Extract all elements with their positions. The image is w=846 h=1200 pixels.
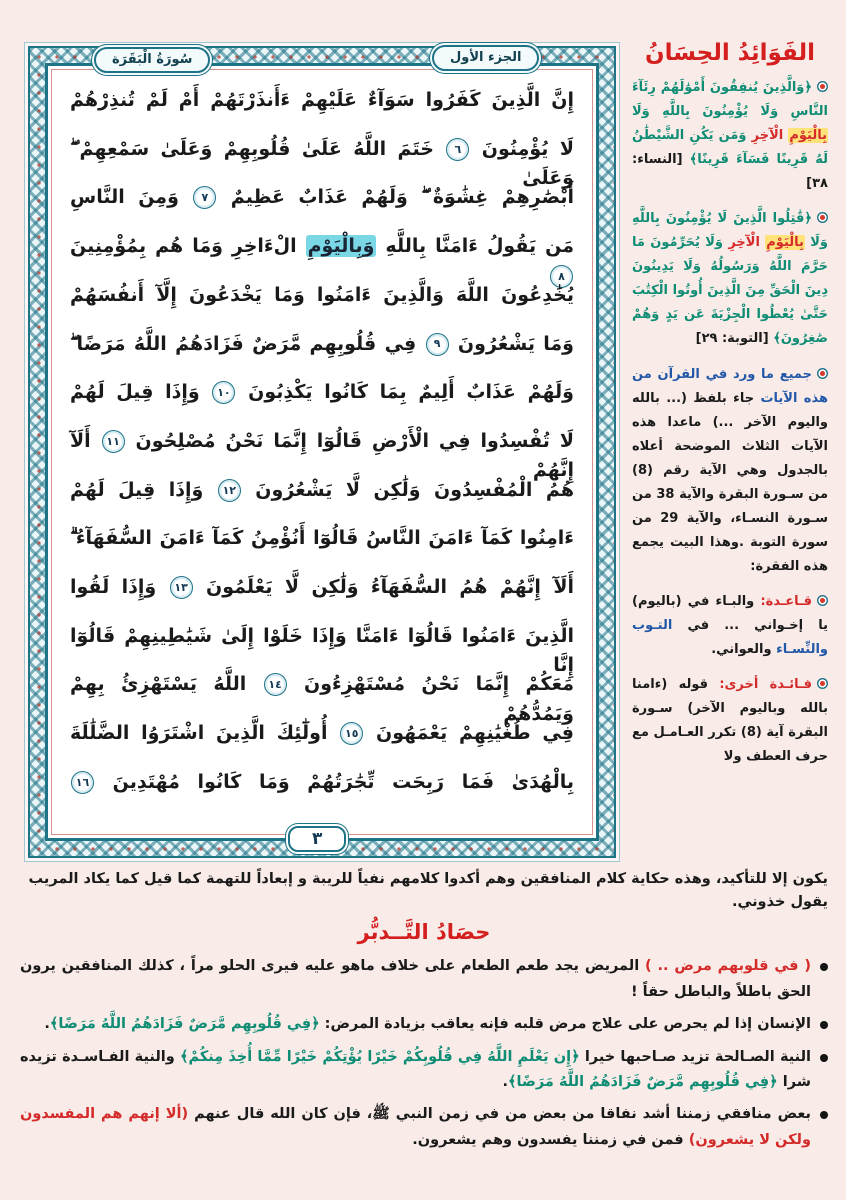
bullet-text <box>20 954 811 1005</box>
bullet-text <box>44 1012 811 1037</box>
text-segment: النية الصـالحة تزيد صـاحبها خيرا <box>579 1048 811 1065</box>
quran-line <box>70 476 574 508</box>
ayah-number-marker: ١١ <box>102 430 125 453</box>
bullet-icon <box>820 1111 828 1119</box>
quran-line <box>70 86 574 118</box>
ornament-icon <box>817 368 828 379</box>
text-segment: ( في قلوبهم مرض .. ) <box>645 958 811 975</box>
text-segment: الْآخِرِ <box>728 235 766 251</box>
quran-line <box>70 670 574 725</box>
text-segment: هُمُ الْمُفْسِدُونَ وَلَٰكِن لَّا يَشْعُرُونَ <box>241 478 574 501</box>
quran-line <box>70 281 574 313</box>
text-segment: لَا يُؤْمِنُونَ <box>470 137 575 160</box>
surah-name-tab <box>94 47 210 73</box>
text-segment: فِي طُغْيَٰنِهِمْ يَعْمَهُونَ <box>364 722 574 745</box>
text-segment: وَلَا يُحَرِّمُونَ مَا حَرَّمَ اللَّهُ وَرَسُولُهُ وَلَا يَدِينُونَ دِينَ الْحَقِّ مِنَ الَّذِينَ أُوتُوا الْكِتَٰبَ حَتَّىٰ يُعْطُوا الْجِزْيَةَ عَن يَدٍ وَهُمْ صَٰغِرُونَ﴾ <box>632 235 828 347</box>
continuation-line: يكون إلا للتأكيد، وهذه حكاية كلام المنافقين وهم أكدوا كلامهم نفياً للريبة و إبعاداً للتهمة كما قيل كما يكاد المريب يقول خذوني. <box>28 871 828 911</box>
quran-line <box>70 622 574 677</box>
sidebar-title: الفَوَائِدُ الحِسَانُ <box>644 40 816 66</box>
sidebar-block <box>632 363 828 579</box>
bullet-text <box>20 1102 811 1153</box>
surah-name-label: سُورَةُ الْبَقَرَة <box>112 52 193 67</box>
text-segment: بعض منافقي زمننا أشد نفاقا من بعض من في زمن النبي ﷺ، فإن كان الله قال عنهم <box>188 1106 812 1123</box>
text-segment: فِي قُلُوبِهِم مَّرَضٌ فَزَادَهُمُ اللَّهُ مَرَضًا ۖ <box>70 332 425 355</box>
text-segment: بِالْيَوْمِ <box>789 128 827 144</box>
ayah-number-marker: ١٦ <box>71 771 94 794</box>
quran-lines <box>66 84 578 826</box>
quran-line <box>70 378 574 410</box>
text-segment: الإنسان إذا لم يحرص على علاج مرض قلبه فإنه يعاقب بزيادة المرض: <box>319 1016 811 1033</box>
ornament-icon <box>817 595 828 606</box>
text-segment: الْآخِرِ <box>751 128 789 144</box>
ornament-icon <box>817 212 828 223</box>
ornament-icon <box>817 678 828 689</box>
text-segment: والبـاء في (باليوم) يا إخـواني ... في <box>632 593 828 633</box>
ayah-number-marker: ١٥ <box>340 722 363 745</box>
text-segment: الَّذِينَ ءَامَنُوا قَالُوٓا ءَامَنَّا وَإِذَا خَلَوْا إِلَىٰ شَيَٰطِينِهِمْ قَالُوٓا إِنَّا <box>70 624 574 677</box>
quran-line <box>70 719 574 751</box>
text-segment: جاء بلفظ (... بالله واليوم الآخر ...) ماعدا هذه الآيات الثلاث الموضحة أعلاه بالجدول وهي الآية رقم (8) من سـورة البقرة والآية 38 من سـورة النسـاء، والآية 29 من سورة التوبة .وهذا البيت يجمع هذه الفقرة: <box>632 390 828 574</box>
bullet-item <box>20 1012 828 1037</box>
text-segment: ﴿قَٰتِلُوا الَّذِينَ لَا يُؤْمِنُونَ بِاللَّهِ وَلَا <box>632 211 828 251</box>
text-segment: (ألا إنهم هم المفسدون ولكن لا يشعرون) <box>20 1106 811 1148</box>
text-segment: ﴿إِن يَعْلَمِ اللَّهُ فِي قُلُوبِكُمْ خَيْرًا يُؤْتِكُمْ خَيْرًا مِّمَّا أُخِذَ مِنكُمْ﴾ <box>179 1048 580 1065</box>
quran-line <box>70 768 574 800</box>
text-segment: وَلَهُمْ عَذَابٌ أَلِيمٌ بِمَا كَانُوا يَكْذِبُونَ <box>236 381 574 404</box>
quran-line <box>70 427 574 482</box>
text-segment: ءَامِنُوا كَمَآ ءَامَنَ النَّاسُ قَالُوٓا أَنُؤْمِنُ كَمَآ ءَامَنَ السُّفَهَآءُ ۗ <box>70 527 574 550</box>
text-segment: أَلَآ إِنَّهُمْ هُمُ السُّفَهَآءُ وَلَٰكِن لَّا يَعْلَمُونَ <box>193 576 574 599</box>
ayah-number-marker: ١٢ <box>218 479 241 502</box>
ayah-number-marker: ١٤ <box>264 673 287 696</box>
ayah-number-marker: ٩ <box>426 333 449 356</box>
ayah-number-marker: ١٣ <box>170 576 193 599</box>
text-segment: أَلَآ إِنَّهُمْ <box>70 429 574 482</box>
text-segment: . <box>44 1016 50 1033</box>
text-segment: وَمَن يَكُنِ الشَّيْطَٰنُ لَهُ قَرِينًا فَسَآءَ قَرِينًا﴾ <box>632 128 828 168</box>
quran-line <box>70 330 574 362</box>
bullet-item <box>20 954 828 1005</box>
sidebar-block <box>632 673 828 769</box>
ayah-number-marker: ٧ <box>193 186 216 209</box>
text-segment: إِنَّ الَّذِينَ كَفَرُوا سَوَآءٌ عَلَيْهِمْ ءَأَنذَرْتَهُمْ أَمْ لَمْ تُنذِرْهُمْ <box>70 89 574 111</box>
text-segment: وَمِنَ النَّاسِ <box>70 186 193 209</box>
quran-line <box>70 232 575 283</box>
text-segment: قوله (ءامنا بالله وباليوم الآخر) سـورة البقرة آية (8) تكرر العـامـل مع حرف العطف ولا <box>632 677 828 765</box>
text-segment: والعواني. <box>711 642 777 658</box>
text-segment: ﴿فِي قُلُوبِهِم مَّرَضٌ فَزَادَهُمُ اللَّهُ مَرَضًا﴾ <box>507 1073 778 1090</box>
text-segment: وَبِالْيَوْمِ <box>307 235 375 258</box>
ayah-number-marker: ١٠ <box>212 381 235 404</box>
mushaf-page <box>28 46 616 858</box>
text-segment: فمن في زمننا يفسدون وهم يشعرون. <box>412 1131 689 1148</box>
text-segment: [النساء: ٣٨] <box>632 152 828 192</box>
text-segment: أُولَٰٓئِكَ الَّذِينَ اشْتَرَوُا الضَّلَٰلَةَ <box>70 722 340 745</box>
benefits-sidebar <box>632 40 828 860</box>
quran-line <box>70 573 574 605</box>
quran-line <box>70 524 574 556</box>
bullet-list <box>20 954 828 1153</box>
text-segment: وَإِذَا قِيلَ لَهُمْ <box>70 478 217 501</box>
sidebar-blocks <box>632 76 828 769</box>
text-segment: التـوب والنِّسـاء <box>632 617 828 658</box>
sidebar-block <box>632 76 828 196</box>
text-segment: وَمَا يَشْعُرُونَ <box>449 332 574 355</box>
harvest-heading: حصَادُ التَّــدبُّر <box>357 920 491 945</box>
bullet-icon <box>820 1054 828 1062</box>
text-segment: بِالْهُدَىٰ فَمَا رَبِحَت تِّجَٰرَتُهُمْ وَمَا كَانُوا مُهْتَدِينَ <box>95 770 574 793</box>
mushaf-inner-frame <box>45 63 599 841</box>
text-segment: . <box>502 1073 508 1090</box>
bullet-icon <box>820 1021 828 1029</box>
ornament-icon <box>817 81 828 92</box>
text-segment: [التوبة: ٢٩] <box>695 331 769 347</box>
quran-line <box>70 135 575 190</box>
quran-line <box>70 183 574 215</box>
bullet-icon <box>820 963 828 971</box>
text-segment: يُخَٰدِعُونَ اللَّهَ وَالَّذِينَ ءَامَنُوا وَمَا يَخْدَعُونَ إِلَّآ أَنفُسَهُمْ <box>70 283 574 306</box>
text-segment: قـاعـدة: <box>760 593 812 609</box>
text-segment: ﴿فِي قُلُوبِهِم مَّرَضٌ فَزَادَهُمُ اللَّهُ مَرَضًا﴾ <box>49 1016 320 1033</box>
text-segment: ﴿وَالَّذِينَ يُنفِقُونَ أَمْوَٰلَهُمْ رِئَآءَ النَّاسِ وَلَا يُؤْمِنُونَ بِاللَّهِ وَلَا <box>632 80 828 120</box>
mushaf-page-number <box>288 826 346 852</box>
sidebar-block <box>632 590 828 662</box>
text-segment: وَإِذَا قِيلَ لَهُمْ <box>70 381 212 404</box>
bottom-section <box>20 868 828 1153</box>
text-segment: الْءَاخِرِ وَمَا هُم بِمُؤْمِنِينَ <box>70 235 306 258</box>
bullet-text <box>20 1045 811 1096</box>
text-segment: بِالْيَوْمِ <box>766 235 804 251</box>
text-segment: اللَّهُ يَسْتَهْزِئُ بِهِمْ وَيَمُدُّهُمْ <box>70 673 574 725</box>
bullet-item <box>20 1102 828 1153</box>
ayah-number-marker: ٦ <box>446 138 469 161</box>
bullet-item <box>20 1045 828 1096</box>
text-segment: خَتَمَ اللَّهُ عَلَىٰ قُلُوبِهِمْ وَعَلَىٰ سَمْعِهِمْ ۖ وَعَلَىٰ <box>70 137 574 190</box>
text-segment: أَبْصَٰرِهِمْ غِشَٰوَةٌ ۖ وَلَهُمْ عَذَابٌ عَظِيمٌ <box>217 186 574 209</box>
juz-label: الجزء الأول <box>450 50 522 65</box>
text-segment: مَن يَقُولُ ءَامَنَّا بِاللَّهِ <box>376 235 575 258</box>
juz-tab <box>432 45 539 71</box>
text-segment: المريض يجد طعم الطعام على خلاف ماهو عليه فيرى الحلو مراً ، كذلك المنافقين يرون الحق باطلاً والباطل حقاً ! <box>20 958 811 1000</box>
text-segment: وَإِذَا لَقُوا <box>70 576 169 599</box>
text-segment: فـائـدة أخرى: <box>719 677 812 693</box>
text-segment: مَعَكُمْ إِنَّمَا نَحْنُ مُسْتَهْزِءُونَ <box>287 673 574 696</box>
text-segment: جميع ما ورد في القرآن من هذه الآيات <box>632 366 828 406</box>
page-number-label: ٣ <box>312 829 323 849</box>
text-segment: لَا تُفْسِدُوا فِي الْأَرْضِ قَالُوٓا إِنَّمَا نَحْنُ مُصْلِحُونَ <box>125 429 574 452</box>
ayah-number-marker: ٨ <box>550 265 573 288</box>
sidebar-block <box>632 207 828 351</box>
text-segment: والنية الفـاسـدة تزيده شرا <box>20 1048 811 1090</box>
